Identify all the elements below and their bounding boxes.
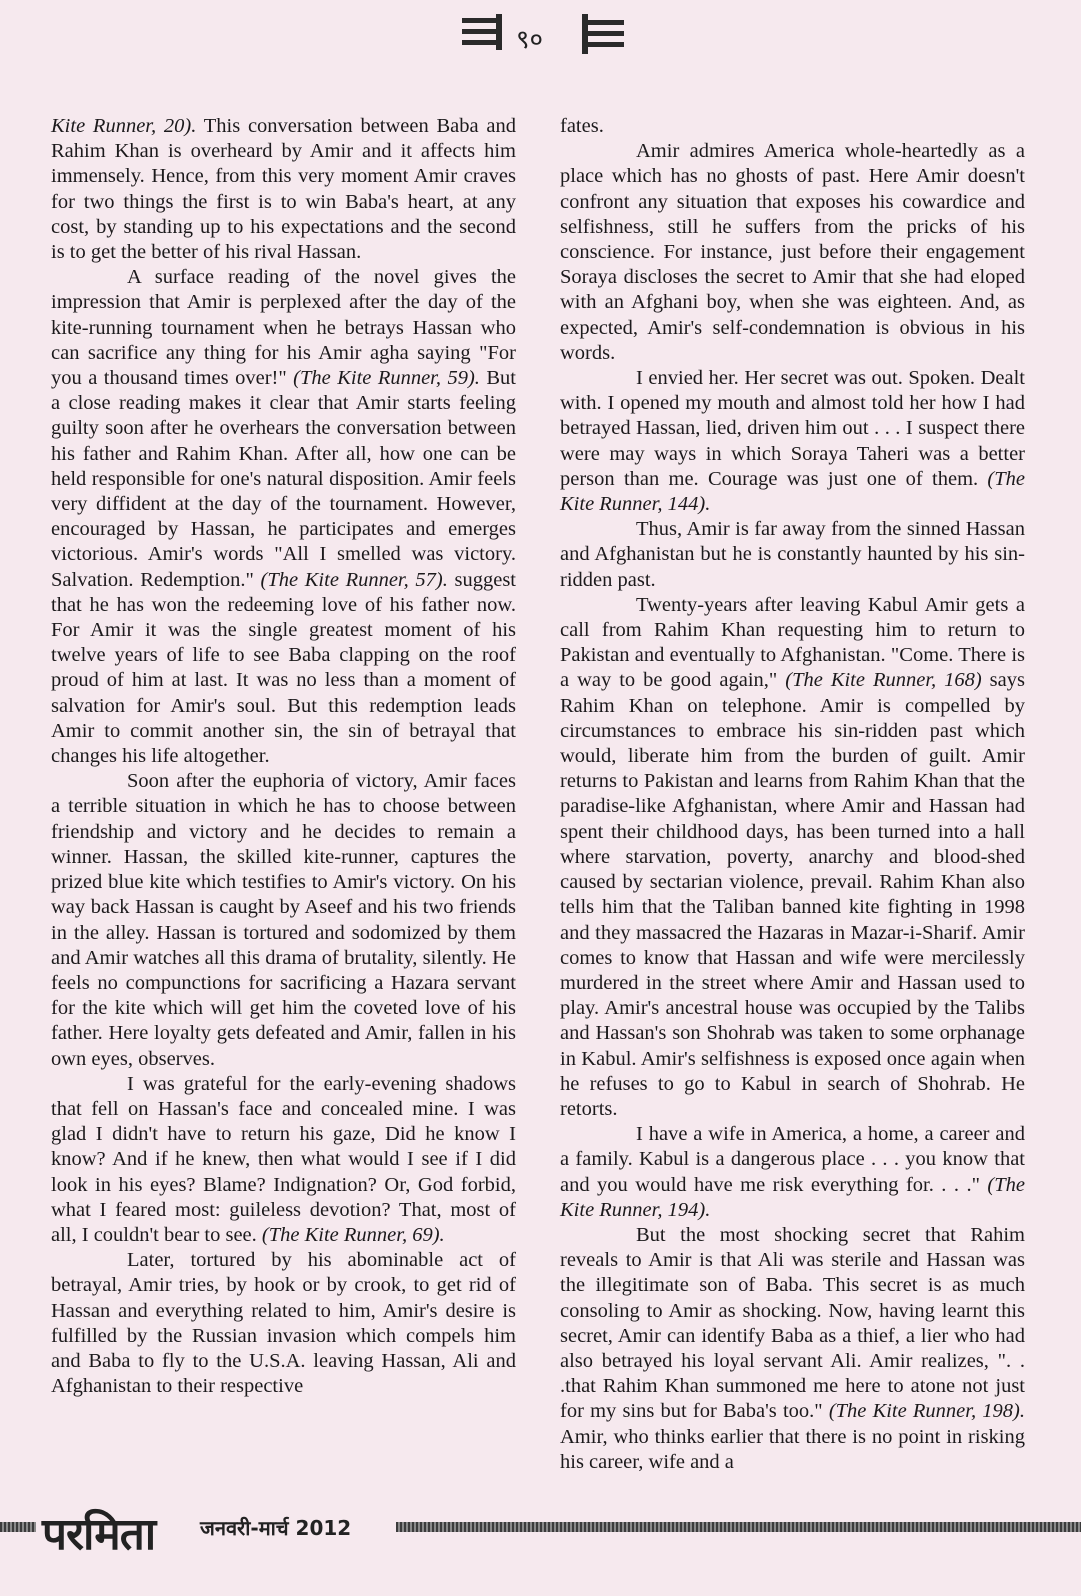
text-run: Later, tortured by his abominable act of betrayal, Amir tries, by hook or by crook, to get rid of Hassan and everything related to him, Amir's desire is fulfilled by the Russian invasion which compels him and Baba to fly to the U.S.A. leaving Hassan, Ali and Afghanistan to their respective — [51, 1249, 516, 1398]
text-run: I envied her. Her secret was out. Spoken. Dealt with. I opened my mouth and almost told her how I had betrayed Hassan, lied, driven him out . . . I suspect there were may ways in which Soraya Taheri was a better person than me. Courage was just one of them. — [560, 367, 1025, 490]
text-run: But a close reading makes it clear that Amir starts feeling guilty soon after he overhears the conversation between his father and Rahim Khan. After all, how one can be held responsible for one's natural disposition. Amir feels very diffident at the day of the tournament. However, encouraged by Hassan, he participates and emerges victorious. Amir's words "All I smelled was victory. Salvation. Redemption." — [51, 367, 516, 591]
text-run: This conversation between Baba and Rahim Khan is overheard by Amir and it affects him immensely. Hence, from this very moment Amir craves for two things the first is to win Baba's heart, at any cost, by standing up to his expectations and the second is to get the better of his rival Hassan. — [51, 115, 516, 264]
magazine-logo: परमिता — [42, 1509, 156, 1560]
text-run: Amir admires America whole-heartedly as a place which has no ghosts of past. Here Amir doesn't confront any situation that exposes his cowardice and selfishness, still he suffers from the pricks of his conscience. For instance, just before their engagement Soraya discloses the secret to Amir that she had eloped with an Afghani boy, when she was eighteen. And, as expected, Amir's self-condemnation is obvious in his words. — [560, 140, 1025, 364]
block-quote — [560, 366, 1025, 517]
paragraph — [560, 1223, 1025, 1475]
paragraph — [560, 517, 1025, 593]
text-run: I was grateful for the early-evening shadows that fell on Hassan's face and concealed mine. I was glad I didn't have to return his gaze, Did he know I know? And if he knew, then what would I see if I did look in his eyes? Blame? Indignation? Or, God forbid, what I feared most: guileless devotion? That, most of all, I couldn't bear to see. — [51, 1072, 516, 1246]
text-run: I have a wife in America, a home, a career and a family. Kabul is a dangerous place . . . you know that and you would have me risk everything for. . . ." — [560, 1123, 1025, 1196]
text-run: A surface reading of the novel gives the impression that Amir is perplexed after the day of the kite-running tournament when he betrays Hassan who can sacrifice any thing for his Amir agha saying "For you a thousand times over!" — [51, 266, 516, 390]
text-run: But the most shocking secret that Rahim reveals to Amir is that Ali was sterile and Hassan was the illegitimate son of Baba. This secret is as much consoling to Amir as shocking. Now, having learnt this secret, Amir can identify Baba as a thief, a lier who had also betrayed his loyal servant Ali. Amir realizes, ". . .that Rahim Khan summoned me here to atone not just for my sins but for Baba's too." — [560, 1223, 1025, 1423]
footer-rule-right — [396, 1522, 1081, 1532]
page-footer — [0, 1500, 1081, 1560]
block-quote — [51, 1072, 516, 1248]
paragraph — [560, 139, 1025, 366]
issue-date: जनवरी-मार्च 2012 — [200, 1516, 352, 1540]
text-run: Amir, who thinks earlier that there is no point in risking his career, wife and a — [560, 1425, 1025, 1473]
paragraph — [51, 114, 516, 265]
paragraph — [51, 1248, 516, 1399]
paragraph — [560, 593, 1025, 1122]
citation: (The Kite Runner, 168) — [785, 669, 982, 692]
text-run: Twenty-years after leaving Kabul Amir gets a call from Rahim Khan requesting him to return to Pakistan and eventually to Afghanistan. "Come. There is a way to be good again," — [560, 593, 1025, 692]
text-run: suggest that he has won the redeeming love of his father now. For Amir it was the single greatest moment of his twelve years of life to see Baba clapping on the roof proud of him at last. It was no less than a moment of salvation for Amir's soul. But this redemption leads Amir to commit another sin, the sin of betrayal that changes his life altogether. — [51, 568, 516, 768]
left-ornament-icon — [462, 14, 508, 50]
right-column — [560, 114, 1025, 1475]
text-run: says Rahim Khan on telephone. Amir is compelled by circumstances to embrace his sin-ridden past which would, liberate him from the burden of guilt. Amir returns to Pakistan and learns from Rahim Khan that the paradise-like Afghanistan, where Amir and Hassan had spent their childhood days, has been turned into a hall where starvation, poverty, anarchy and blood-shed caused by sectarian violence, prevail. Rahim Khan also tells him that the Taliban banned kite fighting in 1998 and they massacred the Hazaras in Mazar-i-Sharif. Amir comes to know that Hassan and wife were mercilessly murdered in the street where Amir and Hassan used to play. Amir's ancestral house was occupied by the Talibs and Hassan's son Shohrab was taken to some orphanage in Kabul. Amir's selfishness is exposed once again when he refuses to go to Kabul in search of Shohrab. He retorts. — [560, 669, 1025, 1120]
text-run: fates. — [560, 115, 604, 137]
footer-rule-left — [0, 1522, 36, 1532]
citation: (The Kite Runner, 144). — [560, 467, 1025, 516]
citation: (The Kite Runner, 69). — [261, 1223, 445, 1246]
block-quote — [560, 1122, 1025, 1223]
page-number: ९० — [516, 25, 544, 55]
text-run: Soon after the euphoria of victory, Amir faces a terrible situation in which he has to choose between friendship and victory and he decides to remain a winner. Hassan, the skilled kite-runner, captures the prized blue kite which testifies to Amir's victory. On his way back Hassan is caught by Aseef and his two friends in the alley. Hassan is tortured and sodomized by them and Amir watches all this drama of brutality, silently. He feels no compunctions for sacrificing a Hazara servant for the kite which will get him the coveted love of his father. Here loyalty gets defeated and Amir, fallen in his own eyes, observes. — [51, 770, 516, 1070]
citation: Kite Runner, 20). — [51, 115, 197, 137]
citation: (The Kite Runner, 194). — [560, 1173, 1025, 1221]
right-ornament-icon — [576, 14, 626, 50]
page-header — [0, 0, 1081, 70]
paragraph — [560, 114, 1025, 139]
text-run: Thus, Amir is far away from the sinned Hassan and Afghanistan but he is constantly haunted by his sin-ridden past. — [560, 518, 1025, 591]
citation: (The Kite Runner, 57). — [260, 568, 448, 591]
paragraph — [51, 265, 516, 769]
citation: (The Kite Runner, 198). — [828, 1400, 1025, 1423]
citation: (The Kite Runner, 59). — [293, 367, 480, 390]
paragraph — [51, 769, 516, 1071]
left-column — [51, 114, 516, 1399]
